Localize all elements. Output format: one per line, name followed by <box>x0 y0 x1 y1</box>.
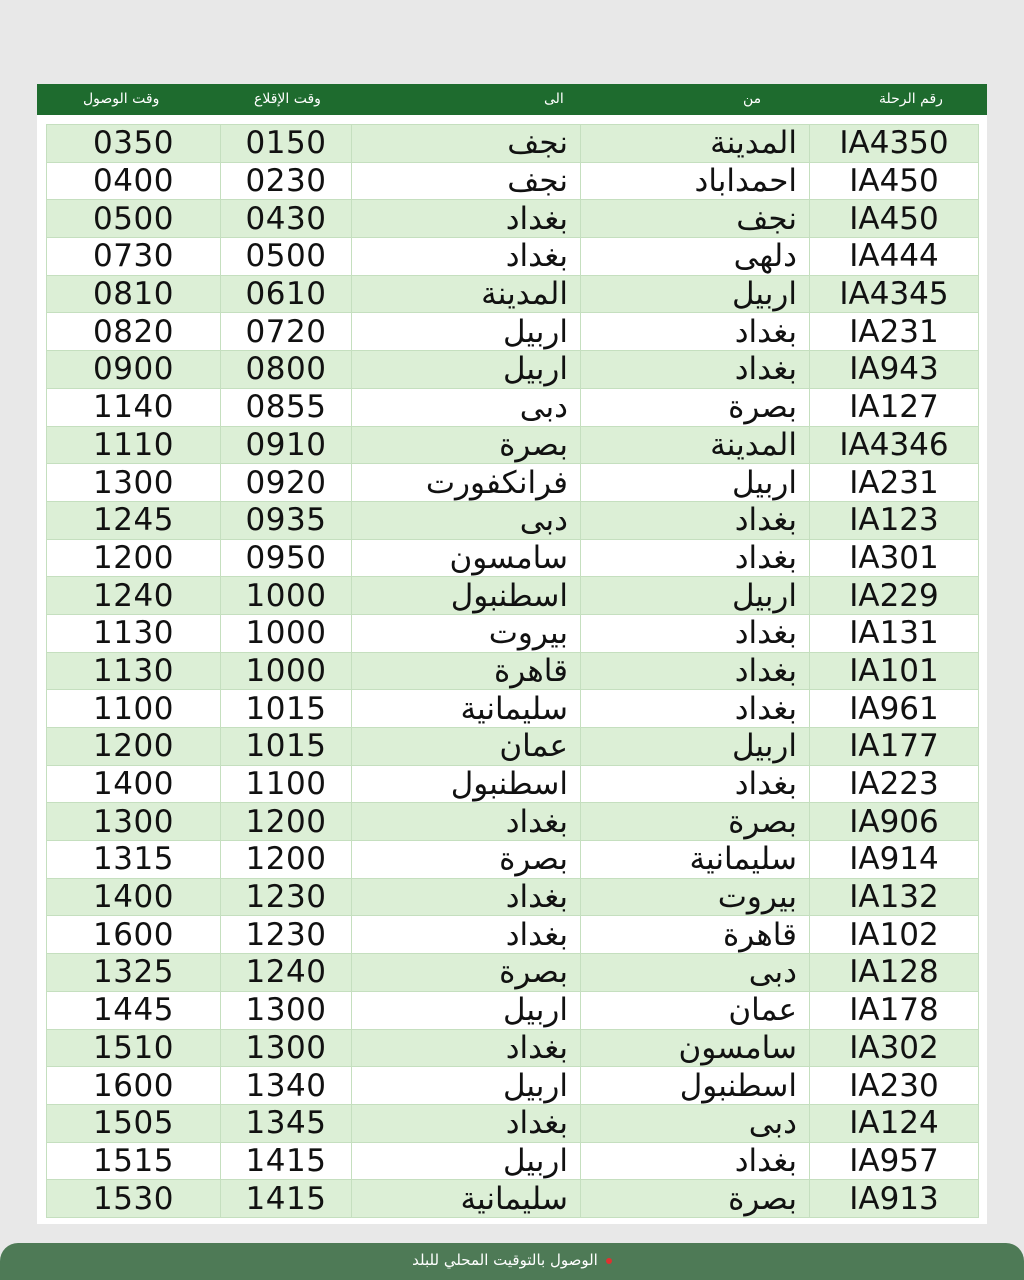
departure-time-cell: 0150 <box>221 125 352 163</box>
arrival-time-cell: 0350 <box>47 125 221 163</box>
origin-cell: بغداد <box>581 539 810 577</box>
departure-time-cell: 1000 <box>221 577 352 615</box>
table-row <box>47 426 979 464</box>
origin-cell: بغداد <box>581 351 810 389</box>
flight-number-cell: IA913 <box>810 1180 979 1218</box>
table-row <box>47 125 979 163</box>
flight-number-cell: IA223 <box>810 765 979 803</box>
arrival-time-cell: 0730 <box>47 238 221 276</box>
departure-time-cell: 1415 <box>221 1142 352 1180</box>
flight-number-cell: IA101 <box>810 652 979 690</box>
departure-time-cell: 1340 <box>221 1067 352 1105</box>
flight-number-cell: IA128 <box>810 954 979 992</box>
arrival-time-cell: 1130 <box>47 614 221 652</box>
table-row <box>47 200 979 238</box>
departure-time-cell: 1240 <box>221 954 352 992</box>
table-row <box>47 765 979 803</box>
flight-number-cell: IA177 <box>810 728 979 766</box>
table-row <box>47 728 979 766</box>
table-row <box>47 313 979 351</box>
arrival-time-cell: 1530 <box>47 1180 221 1218</box>
table-row <box>47 501 979 539</box>
flight-number-cell: IA230 <box>810 1067 979 1105</box>
flight-number-cell: IA231 <box>810 464 979 502</box>
header-arrival-time: وقت الوصول <box>83 91 160 107</box>
departure-time-cell: 0230 <box>221 162 352 200</box>
destination-cell: اسطنبول <box>352 765 581 803</box>
table-row <box>47 878 979 916</box>
table-row <box>47 991 979 1029</box>
departure-time-cell: 0800 <box>221 351 352 389</box>
departure-time-cell: 0920 <box>221 464 352 502</box>
origin-cell: عمان <box>581 991 810 1029</box>
destination-cell: اربيل <box>352 1142 581 1180</box>
origin-cell: دلهى <box>581 238 810 276</box>
origin-cell: بغداد <box>581 1142 810 1180</box>
header-from: من <box>743 91 762 107</box>
table-row <box>47 652 979 690</box>
origin-cell: بغداد <box>581 614 810 652</box>
origin-cell: بغداد <box>581 313 810 351</box>
table-row <box>47 841 979 879</box>
footer-note: الوصول بالتوقيت المحلي للبلد <box>412 1251 598 1269</box>
departure-time-cell: 0610 <box>221 275 352 313</box>
origin-cell: المدينة <box>581 426 810 464</box>
destination-cell: بغداد <box>352 1104 581 1142</box>
destination-cell: سليمانية <box>352 690 581 728</box>
destination-cell: دبى <box>352 501 581 539</box>
table-row <box>47 1142 979 1180</box>
table-row <box>47 803 979 841</box>
origin-cell: قاهرة <box>581 916 810 954</box>
bullet-icon <box>606 1258 612 1264</box>
departure-time-cell: 0935 <box>221 501 352 539</box>
departure-time-cell: 1300 <box>221 991 352 1029</box>
departure-time-cell: 1230 <box>221 916 352 954</box>
flight-number-cell: IA4350 <box>810 125 979 163</box>
destination-cell: المدينة <box>352 275 581 313</box>
origin-cell: بغداد <box>581 690 810 728</box>
destination-cell: سامسون <box>352 539 581 577</box>
origin-cell: سليمانية <box>581 841 810 879</box>
destination-cell: نجف <box>352 162 581 200</box>
flight-number-cell: IA450 <box>810 162 979 200</box>
arrival-time-cell: 0900 <box>47 351 221 389</box>
flight-number-cell: IA961 <box>810 690 979 728</box>
destination-cell: دبى <box>352 388 581 426</box>
arrival-time-cell: 1200 <box>47 728 221 766</box>
departure-time-cell: 1415 <box>221 1180 352 1218</box>
origin-cell: نجف <box>581 200 810 238</box>
flight-table-wrap <box>46 124 978 1218</box>
destination-cell: بغداد <box>352 200 581 238</box>
table-row <box>47 1029 979 1067</box>
flight-number-cell: IA132 <box>810 878 979 916</box>
table-row <box>47 1104 979 1142</box>
flight-number-cell: IA450 <box>810 200 979 238</box>
destination-cell: بصرة <box>352 426 581 464</box>
arrival-time-cell: 1140 <box>47 388 221 426</box>
arrival-time-cell: 1445 <box>47 991 221 1029</box>
table-row <box>47 916 979 954</box>
departure-time-cell: 1000 <box>221 614 352 652</box>
table-row <box>47 238 979 276</box>
arrival-time-cell: 1130 <box>47 652 221 690</box>
destination-cell: سليمانية <box>352 1180 581 1218</box>
header-departure-time: وقت الإقلاع <box>254 91 321 107</box>
table-row <box>47 539 979 577</box>
arrival-time-cell: 1400 <box>47 765 221 803</box>
header-flight-number: رقم الرحلة <box>879 91 943 107</box>
arrival-time-cell: 0400 <box>47 162 221 200</box>
origin-cell: بيروت <box>581 878 810 916</box>
destination-cell: فرانكفورت <box>352 464 581 502</box>
arrival-time-cell: 1300 <box>47 464 221 502</box>
table-row <box>47 614 979 652</box>
destination-cell: بغداد <box>352 238 581 276</box>
destination-cell: بصرة <box>352 841 581 879</box>
table-row <box>47 690 979 728</box>
arrival-time-cell: 1300 <box>47 803 221 841</box>
origin-cell: المدينة <box>581 125 810 163</box>
destination-cell: نجف <box>352 125 581 163</box>
arrival-time-cell: 1600 <box>47 1067 221 1105</box>
departure-time-cell: 1345 <box>221 1104 352 1142</box>
origin-cell: بغداد <box>581 765 810 803</box>
origin-cell: اربيل <box>581 577 810 615</box>
flight-number-cell: IA302 <box>810 1029 979 1067</box>
departure-time-cell: 0500 <box>221 238 352 276</box>
departure-time-cell: 1015 <box>221 690 352 728</box>
origin-cell: بصرة <box>581 388 810 426</box>
table-row <box>47 1067 979 1105</box>
origin-cell: اربيل <box>581 728 810 766</box>
flight-number-cell: IA957 <box>810 1142 979 1180</box>
table-header <box>37 84 987 115</box>
table-row <box>47 577 979 615</box>
arrival-time-cell: 1110 <box>47 426 221 464</box>
destination-cell: اسطنبول <box>352 577 581 615</box>
table-row <box>47 162 979 200</box>
departure-time-cell: 0910 <box>221 426 352 464</box>
origin-cell: سامسون <box>581 1029 810 1067</box>
table-row <box>47 1180 979 1218</box>
footer-bar <box>0 1243 1024 1280</box>
flight-number-cell: IA229 <box>810 577 979 615</box>
arrival-time-cell: 1100 <box>47 690 221 728</box>
departure-time-cell: 1015 <box>221 728 352 766</box>
departure-time-cell: 1200 <box>221 841 352 879</box>
flight-number-cell: IA123 <box>810 501 979 539</box>
footer-note-wrap <box>412 1251 612 1269</box>
arrival-time-cell: 1245 <box>47 501 221 539</box>
flight-number-cell: IA124 <box>810 1104 979 1142</box>
destination-cell: بيروت <box>352 614 581 652</box>
arrival-time-cell: 1600 <box>47 916 221 954</box>
flight-number-cell: IA444 <box>810 238 979 276</box>
flight-number-cell: IA943 <box>810 351 979 389</box>
destination-cell: بغداد <box>352 803 581 841</box>
arrival-time-cell: 1515 <box>47 1142 221 1180</box>
flight-number-cell: IA301 <box>810 539 979 577</box>
flight-number-cell: IA231 <box>810 313 979 351</box>
destination-cell: قاهرة <box>352 652 581 690</box>
origin-cell: بغداد <box>581 652 810 690</box>
arrival-time-cell: 0500 <box>47 200 221 238</box>
table-row <box>47 275 979 313</box>
table-row <box>47 351 979 389</box>
departure-time-cell: 0430 <box>221 200 352 238</box>
departure-time-cell: 0720 <box>221 313 352 351</box>
arrival-time-cell: 1400 <box>47 878 221 916</box>
flight-number-cell: IA906 <box>810 803 979 841</box>
arrival-time-cell: 1505 <box>47 1104 221 1142</box>
origin-cell: اربيل <box>581 464 810 502</box>
destination-cell: اربيل <box>352 991 581 1029</box>
arrival-time-cell: 0820 <box>47 313 221 351</box>
destination-cell: بغداد <box>352 878 581 916</box>
flight-number-cell: IA4346 <box>810 426 979 464</box>
departure-time-cell: 0855 <box>221 388 352 426</box>
destination-cell: بغداد <box>352 1029 581 1067</box>
table-row <box>47 464 979 502</box>
table-row <box>47 388 979 426</box>
table-row <box>47 954 979 992</box>
destination-cell: اربيل <box>352 313 581 351</box>
flight-number-cell: IA102 <box>810 916 979 954</box>
flight-schedule-table <box>46 124 979 1218</box>
arrival-time-cell: 1240 <box>47 577 221 615</box>
origin-cell: دبى <box>581 954 810 992</box>
origin-cell: بغداد <box>581 501 810 539</box>
departure-time-cell: 1230 <box>221 878 352 916</box>
departure-time-cell: 1200 <box>221 803 352 841</box>
origin-cell: بصرة <box>581 1180 810 1218</box>
origin-cell: بصرة <box>581 803 810 841</box>
flight-number-cell: IA131 <box>810 614 979 652</box>
arrival-time-cell: 1315 <box>47 841 221 879</box>
departure-time-cell: 0950 <box>221 539 352 577</box>
arrival-time-cell: 1200 <box>47 539 221 577</box>
destination-cell: اربيل <box>352 351 581 389</box>
destination-cell: عمان <box>352 728 581 766</box>
flight-number-cell: IA4345 <box>810 275 979 313</box>
flight-number-cell: IA178 <box>810 991 979 1029</box>
flight-number-cell: IA127 <box>810 388 979 426</box>
arrival-time-cell: 0810 <box>47 275 221 313</box>
departure-time-cell: 1300 <box>221 1029 352 1067</box>
origin-cell: احمداباد <box>581 162 810 200</box>
flight-number-cell: IA914 <box>810 841 979 879</box>
header-to: الى <box>544 91 564 107</box>
destination-cell: اربيل <box>352 1067 581 1105</box>
departure-time-cell: 1000 <box>221 652 352 690</box>
departure-time-cell: 1100 <box>221 765 352 803</box>
arrival-time-cell: 1510 <box>47 1029 221 1067</box>
destination-cell: بغداد <box>352 916 581 954</box>
origin-cell: اسطنبول <box>581 1067 810 1105</box>
arrival-time-cell: 1325 <box>47 954 221 992</box>
origin-cell: دبى <box>581 1104 810 1142</box>
destination-cell: بصرة <box>352 954 581 992</box>
origin-cell: اربيل <box>581 275 810 313</box>
